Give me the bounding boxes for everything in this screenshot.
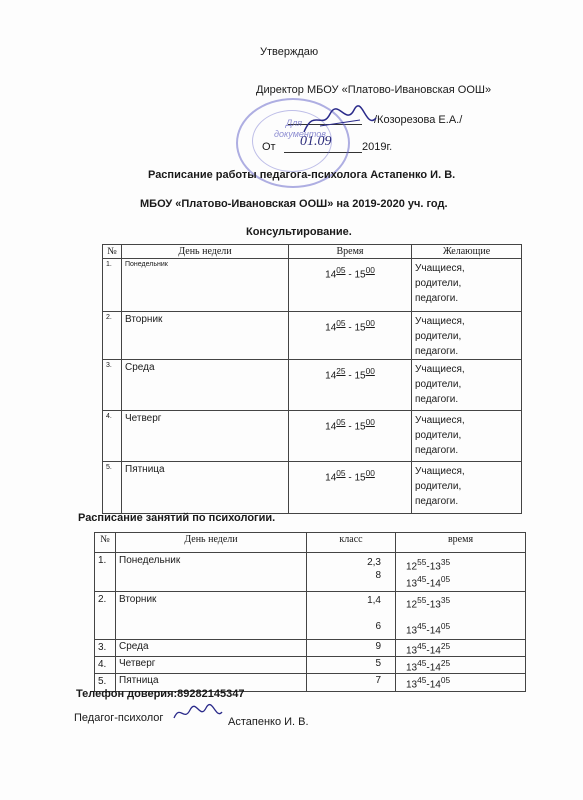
row-classes: 1,4 6 [307, 591, 396, 639]
lessons-table [94, 532, 526, 692]
table-row [103, 360, 522, 411]
row-times: $12^{55}-13^{35}$ $13^{45}-14^{05}$ [396, 591, 526, 639]
row-number: 1. [103, 259, 122, 312]
hotline-phone: Телефон доверия:89282145347 [76, 688, 245, 700]
row-attendees: Учащиеся, родители, педагоги. [412, 259, 522, 312]
row-number: 4. [95, 656, 116, 673]
row-time: $14^{05} - 15^{00}$ [289, 312, 412, 360]
row-time: $14^{25} - 15^{00}$ [289, 360, 412, 411]
table-row [95, 639, 526, 656]
director-position: Директор МБОУ «Платово-Ивановская ООШ» [256, 84, 492, 96]
director-name: /Козорезова Е.А./ [374, 114, 463, 126]
table-row [103, 411, 522, 462]
table-row [95, 553, 526, 592]
row-day: Четверг [116, 656, 307, 673]
row-attendees: Учащиеся, родители, педагоги. [412, 462, 522, 514]
table-row [103, 462, 522, 514]
table-row [103, 259, 522, 312]
header-cell: День недели [122, 245, 289, 259]
header-cell: День недели [116, 533, 307, 553]
header-cell: время [396, 533, 526, 553]
row-classes: 7 [307, 674, 396, 691]
psychologist-name: Астапенко И. В. [228, 716, 309, 728]
consult-table [102, 244, 522, 514]
row-time: $14^{05} - 15^{00}$ [289, 411, 412, 462]
row-number: 3. [103, 360, 122, 411]
row-times: $13^{45}-14^{25}$ [396, 639, 526, 656]
row-day: Среда [122, 360, 289, 411]
row-attendees: Учащиеся, родители, педагоги. [412, 312, 522, 360]
header-cell: Желающие [412, 245, 522, 259]
row-number: 2. [95, 591, 116, 639]
date-handwritten: 01.09 [300, 134, 332, 149]
row-times: $13^{45}-14^{05}$ [396, 674, 526, 691]
consult-title-1: Расписание работы педагога-психолога Астапенко И. В. [148, 169, 456, 181]
row-classes: 9 [307, 639, 396, 656]
stamp-text: Для документов [274, 118, 326, 139]
table-row [103, 312, 522, 360]
row-time: $14^{05} - 15^{00}$ [289, 462, 412, 514]
header-cell: класс [307, 533, 396, 553]
table-header [103, 245, 522, 259]
row-day: Четверг [122, 411, 289, 462]
row-number: 3. [95, 639, 116, 656]
row-day: Пятница [122, 462, 289, 514]
row-day: Пятница [116, 674, 307, 691]
psychologist-label: Педагог-психолог [74, 712, 164, 724]
header-cell: № [95, 533, 116, 553]
row-times: $12^{55}-13^{35}$ $13^{45}-14^{05}$ [396, 553, 526, 592]
table-row [95, 656, 526, 673]
row-number: 2. [103, 312, 122, 360]
date-prefix: От [262, 141, 276, 153]
consult-title-3: Консультирование. [246, 226, 352, 238]
row-attendees: Учащиеся, родители, педагоги. [412, 411, 522, 462]
row-number: 4. [103, 411, 122, 462]
row-day: Понедельник [116, 553, 307, 592]
row-day: Понедельник [122, 259, 289, 312]
row-number: 5. [95, 674, 116, 691]
row-attendees: Учащиеся, родители, педагоги. [412, 360, 522, 411]
header-cell: Время [289, 245, 412, 259]
director-signature [300, 100, 380, 140]
lessons-title: Расписание занятий по психологии. [78, 512, 276, 524]
row-day: Вторник [116, 591, 307, 639]
row-day: Среда [116, 639, 307, 656]
table-row [95, 591, 526, 639]
header-cell: № [103, 245, 122, 259]
date-suffix: 2019г. [362, 141, 393, 153]
psychologist-signature [172, 702, 224, 724]
consult-title-2: МБОУ «Платово-Ивановская ООШ» на 2019-2020 уч. год. [140, 198, 448, 210]
row-number: 5. [103, 462, 122, 514]
row-time: $14^{05} - 15^{00}$ [289, 259, 412, 312]
row-classes: 5 [307, 656, 396, 673]
table-header [95, 533, 526, 553]
row-times: $13^{45}-14^{25}$ [396, 656, 526, 673]
row-day: Вторник [122, 312, 289, 360]
approve-label: Утверждаю [260, 46, 319, 58]
row-classes: 2,3 8 [307, 553, 396, 592]
row-number: 1. [95, 553, 116, 592]
